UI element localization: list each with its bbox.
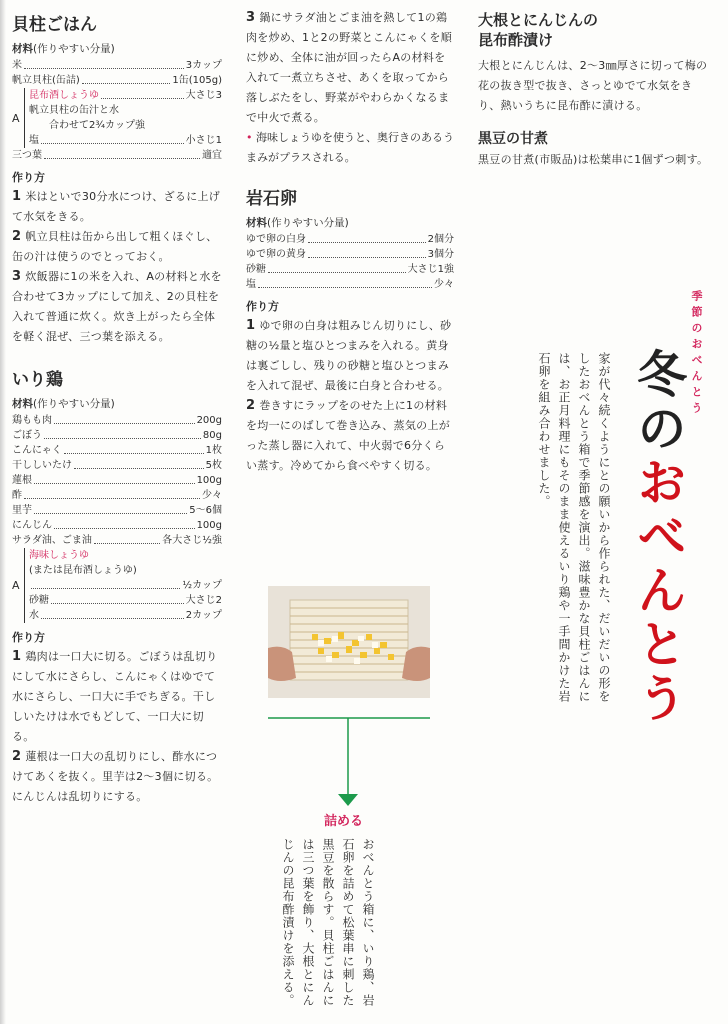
ingredient-name: 合わせて2¾カップ強 <box>29 120 145 131</box>
step-number: 1 <box>12 649 22 664</box>
tsumeru-text: おべんとう箱に、いり鶏、岩石卵を詰めて松葉串に刺した黒豆を散らす。貝柱ごはんには三つ葉を飾り、大根とにんじんの昆布酢漬けを添える。 <box>281 838 375 1007</box>
leader-dots <box>51 593 184 604</box>
steps-header: 作り方 <box>12 171 45 184</box>
ingredient-qty: 100g <box>196 520 222 531</box>
ingredient-name: 帆立貝柱の缶汁と水 <box>29 105 119 116</box>
ingredient-name: 里芋 <box>12 505 32 516</box>
ingredient-row <box>29 608 222 623</box>
ingredient-row <box>29 578 222 593</box>
step-number: 3 <box>12 269 22 284</box>
ingredient-row <box>12 428 222 443</box>
ingredient-row <box>246 262 454 277</box>
feature-body: 家が代々続くようにとの願いから作られた、だいだいの形をしたおべんとう箱で季節感を演出。滋味豊かな貝柱ごはんには、お正月料理にもそのまま使えるいり鶏や一手間かけた岩石卵を組み合わせました。 <box>537 352 611 703</box>
ingredient-list <box>12 58 222 88</box>
step-text: 炊飯器に1の米を入れ、Aの材料と水を合わせて3カップにして加え、2の貝柱を入れて普通に炊く。炊き上がったら全体を軽く混ぜ、三つ葉を添える。 <box>12 270 222 343</box>
ingredient-name: 水 <box>29 610 39 621</box>
ingredient-qty: 2カップ <box>185 610 222 621</box>
ingredient-row <box>12 73 222 88</box>
ingredient-qty: 80g <box>202 430 222 441</box>
steps-header: 作り方 <box>12 631 45 644</box>
ingredient-row <box>246 247 454 262</box>
step-text: 帆立貝柱は缶から出して粗くほぐし、缶の汁は使うのでとっておく。 <box>12 230 218 263</box>
ingredient-name: にんじん <box>12 520 52 531</box>
ingredient-group-a <box>12 88 222 148</box>
step <box>246 8 454 128</box>
ingredient-qty: 5～6個 <box>189 505 222 516</box>
recipe-title-daikon: 大根とにんじんの 昆布酢漬け <box>478 11 599 49</box>
ingredient-name: 塩 <box>246 279 256 290</box>
ingredient-name: 昆布酒しょうゆ <box>29 90 99 101</box>
ingredient-name: (または昆布酒しょうゆ) <box>29 565 137 576</box>
ingredient-name: 砂糖 <box>29 595 49 606</box>
step <box>12 187 222 227</box>
leader-dots <box>54 518 195 529</box>
ingredient-list <box>12 148 222 163</box>
ingredient-row <box>246 232 454 247</box>
ingredient-name: ゆで卵の白身 <box>246 234 306 245</box>
column-3 <box>478 10 714 170</box>
leader-dots <box>74 458 204 469</box>
leader-dots <box>94 533 160 544</box>
step-text: 蓮根は一口大の乱切りにし、酢水につけてあくを抜く。里芋は2～3個に切る。にんじんは乱切りにする。 <box>12 750 219 803</box>
ingredient-row <box>12 413 222 428</box>
ingredient-row <box>29 118 222 133</box>
page-binding-shadow <box>0 0 6 1024</box>
ingredient-qty: 小さじ1 <box>185 135 222 146</box>
leader-dots <box>24 58 184 69</box>
leader-dots <box>308 247 426 258</box>
ingredient-name: 蓮根 <box>12 475 32 486</box>
leader-dots <box>44 148 200 159</box>
materials-header: 材料(作りやすい分量) <box>12 398 115 410</box>
column-1 <box>12 0 222 807</box>
ingredient-name: 帆立貝柱(缶詰) <box>12 75 80 86</box>
ingredient-row <box>12 58 222 73</box>
steps-list <box>12 187 222 347</box>
egg-roll-photo <box>268 586 430 698</box>
ingredient-row <box>29 593 222 608</box>
recipe-title-iridori: いり鶏 <box>12 370 63 390</box>
recipe-title-kuromame: 黒豆の甘煮 <box>478 131 548 147</box>
ingredient-name: 米 <box>12 60 22 71</box>
ingredient-qty: ½カップ <box>182 580 222 591</box>
ingredient-name: 鶏もも肉 <box>12 415 52 426</box>
ingredient-qty: 3カップ <box>185 60 222 71</box>
leader-dots <box>268 262 406 273</box>
ingredient-row <box>12 458 222 473</box>
ingredient-qty: 大さじ2 <box>185 595 222 606</box>
ingredient-name: ゆで卵の黄身 <box>246 249 306 260</box>
step-number: 1 <box>246 318 256 333</box>
ingredient-row <box>12 443 222 458</box>
leader-dots <box>54 413 195 424</box>
ingredient-list <box>12 413 222 548</box>
materials-header: 材料(作りやすい分量) <box>12 43 115 55</box>
ingredient-name: サラダ油、ごま油 <box>12 535 92 546</box>
group-label: A <box>12 579 20 592</box>
ingredient-qty: 100g <box>196 475 222 486</box>
leader-dots <box>101 88 184 99</box>
leader-dots <box>34 503 187 514</box>
step-number: 2 <box>12 229 22 244</box>
ingredient-name: 塩 <box>29 135 39 146</box>
column-2 <box>246 8 454 476</box>
leader-dots <box>308 232 426 243</box>
steps-header: 作り方 <box>246 300 279 313</box>
ingredient-row <box>12 473 222 488</box>
ingredient-name: こんにゃく <box>12 445 62 456</box>
leader-dots <box>41 133 184 144</box>
ingredient-qty: 1枚 <box>205 445 222 456</box>
group-label: A <box>12 111 20 125</box>
recipe-text-kuromame: 黒豆の甘煮(市販品)は松葉串に1個ずつ刺す。 <box>478 153 709 166</box>
steps-list <box>246 316 454 476</box>
recipe-title-iwaishi: 岩石卵 <box>246 189 297 209</box>
ingredient-row <box>29 103 222 118</box>
ingredient-row <box>29 548 222 563</box>
step-number: 3 <box>246 10 256 25</box>
step-number: 2 <box>246 398 256 413</box>
leader-dots <box>44 428 201 439</box>
ingredient-name: 三つ葉 <box>12 150 42 161</box>
steps-list <box>12 647 222 807</box>
ingredient-qty: 適宜 <box>202 150 222 161</box>
leader-dots <box>24 488 200 499</box>
step-text: ゆで卵の白身は粗みじん切りにし、砂糖の½量と塩ひとつまみを入れる。黄身は裏ごしし、残りの砂糖と塩ひとつまみを入れて混ぜ、最後に白身と合わせる。 <box>246 319 452 392</box>
tsumeru-label: 詰める <box>324 814 364 829</box>
step <box>246 316 454 396</box>
leader-dots <box>34 473 195 484</box>
ingredient-name: 干ししいたけ <box>12 460 72 471</box>
ingredient-qty: 大さじ3 <box>185 90 222 101</box>
ingredient-qty: 3個分 <box>427 249 454 260</box>
step <box>246 396 454 476</box>
ingredient-name: 砂糖 <box>246 264 266 275</box>
ingredient-row <box>12 503 222 518</box>
leader-dots <box>82 73 171 84</box>
feature-title: 冬のおべんとう <box>629 348 687 726</box>
recipe-title-kaibashira: 貝柱ごはん <box>12 15 97 35</box>
step-text: 米はといで30分水につけ、ざるに上げて水気をきる。 <box>12 190 221 223</box>
flow-arrow-icon <box>268 712 438 812</box>
step-number: 2 <box>12 749 22 764</box>
ingredient-qty: 少々 <box>434 279 454 290</box>
ingredient-qty: 大さじ1強 <box>407 264 454 275</box>
leader-dots <box>31 578 180 589</box>
ingredient-name: 酢 <box>12 490 22 501</box>
leader-dots <box>41 608 184 619</box>
step <box>12 227 222 267</box>
recipe-text-daikon: 大根とにんじんは、2～3㎜厚さに切って梅の花の抜き型で抜き、さっとゆでて水気をきり、熱いうちに昆布酢に漬ける。 <box>478 59 708 112</box>
step <box>12 747 222 807</box>
feature-kicker: 季節のおべんとう <box>690 290 703 418</box>
leader-dots <box>258 277 432 288</box>
ingredient-list <box>246 232 454 292</box>
ingredient-row <box>12 488 222 503</box>
step-text: 鍋にサラダ油とごま油を熱して1の鶏肉を炒め、1と2の野菜とこんにゃくを順に炒め、全体に油が回ったらAの材料を入れて一煮立ちさせ、あくを取ってから落しぶたをし、野菜がやわらかくなるまで中火で煮る。 <box>246 11 453 124</box>
step-text: 巻きすにラップをのせた上に1の材料を均一にのばして巻き込み、蒸気の上がった蒸し器に入れて、中火弱で6分くらい蒸す。冷めてから食べやすく切る。 <box>246 399 451 472</box>
ingredient-qty: 1缶(105g) <box>172 75 222 86</box>
step <box>12 647 222 747</box>
step-number: 1 <box>12 189 22 204</box>
ingredient-row <box>29 563 222 578</box>
ingredient-row <box>12 148 222 163</box>
ingredient-qty: 少々 <box>202 490 222 501</box>
ingredient-row <box>12 518 222 533</box>
ingredient-name: 海味しょうゆ <box>29 550 89 561</box>
materials-header: 材料(作りやすい分量) <box>246 217 349 229</box>
ingredient-qty: 200g <box>196 415 222 426</box>
leader-dots <box>64 443 204 454</box>
ingredient-row <box>12 533 222 548</box>
ingredient-name: ごぼう <box>12 430 42 441</box>
ingredient-row <box>246 277 454 292</box>
ingredient-row <box>29 133 222 148</box>
steps-list <box>246 8 454 128</box>
ingredient-group-a <box>12 548 222 623</box>
ingredient-qty: 各大さじ½強 <box>162 535 222 546</box>
ingredient-qty: 2個分 <box>427 234 454 245</box>
step-text: 鶏肉は一口大に切る。ごぼうは乱切りにして水にさらし、こんにゃくはゆでて水にさらし、一口大に手でちぎる。干ししいたけは水でもどして、一口大に切る。 <box>12 650 218 743</box>
step <box>12 267 222 347</box>
tip-note: • 海味しょうゆを使うと、奥行きのあるうまみがプラスされる。 <box>246 131 454 164</box>
ingredient-row <box>29 88 222 103</box>
ingredient-qty: 5枚 <box>205 460 222 471</box>
